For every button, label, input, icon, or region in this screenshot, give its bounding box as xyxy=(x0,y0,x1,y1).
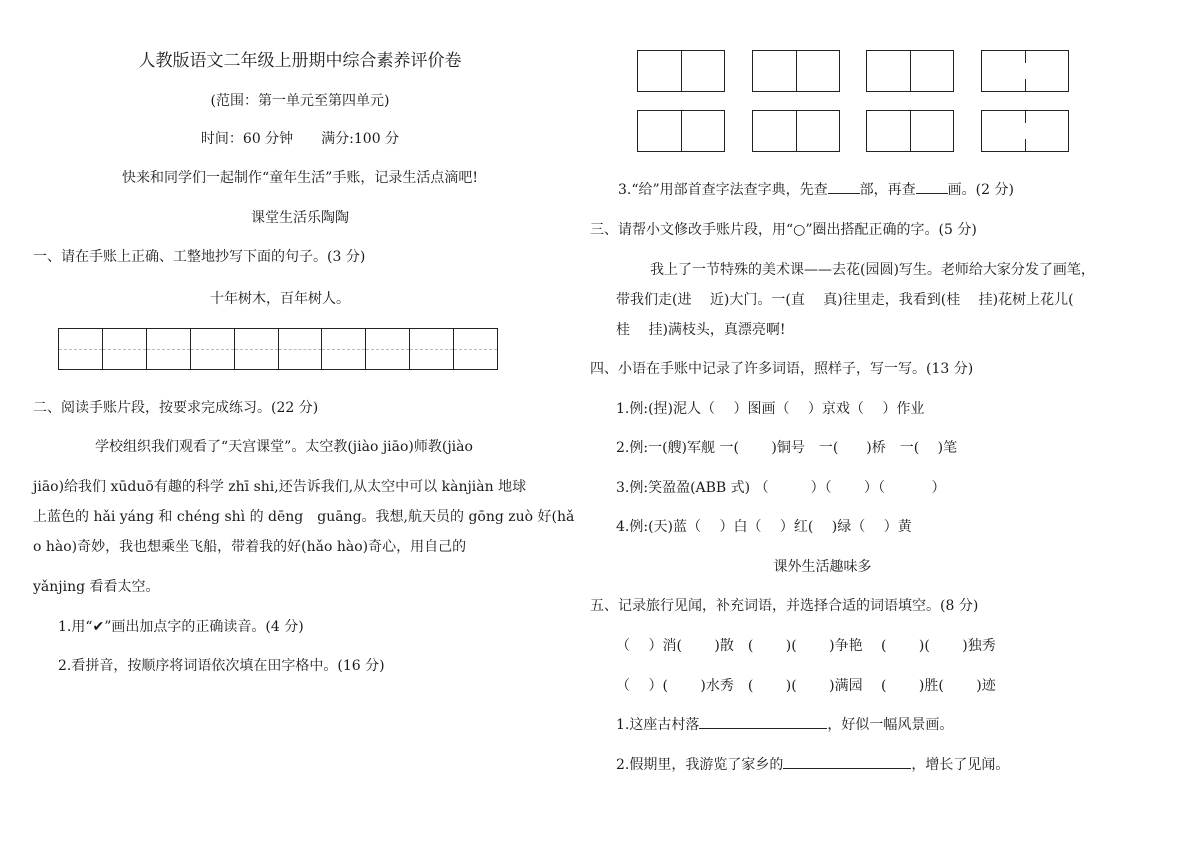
idiom-row: （ ）( )水秀 ( )( )满园 ( )胜( )迹 xyxy=(616,678,996,694)
writing-cell[interactable] xyxy=(235,329,279,369)
radical-blank[interactable] xyxy=(828,179,860,194)
writing-cell[interactable] xyxy=(454,329,497,369)
correction-line: 带我们走(进 近)大门。一(直 真)往里走，我看到(桂 挂)花树上花儿( xyxy=(616,292,1074,308)
fill1-after: ，好似一幅风景画。 xyxy=(827,717,954,733)
writing-cell[interactable] xyxy=(147,329,191,369)
scope-text: (范围：第一单元至第四单元) xyxy=(210,93,390,109)
tianzige-box[interactable] xyxy=(981,110,1069,152)
reading-line: yǎnjing 看看太空。 xyxy=(33,579,160,595)
page-title: 人教版语文二年级上册期中综合素养评价卷 xyxy=(138,51,462,71)
section-title-classroom: 课堂生活乐陶陶 xyxy=(251,210,349,226)
sub3-after: 画。(2 分) xyxy=(947,182,1014,198)
fill2-before: 2.假期里，我游览了家乡的 xyxy=(616,757,784,773)
question-3-title: 三、请帮小文修改手账片段，用“○”圈出搭配正确的字。(5 分) xyxy=(590,222,977,238)
time-score: 时间：60 分钟 满分:100 分 xyxy=(200,131,400,147)
word-item: 3.例:笑盈盈(ABB 式) （ ）（ ）（ ） xyxy=(616,480,946,496)
sub-question-2: 2.看拼音，按顺序将词语依次填在田字格中。(16 分) xyxy=(58,658,385,674)
tianzige-box[interactable] xyxy=(866,110,954,152)
fill1-before: 1.这座古村落 xyxy=(616,717,700,733)
correction-line: 桂 挂)满枝头，真漂亮啊! xyxy=(616,322,786,338)
question-4-title: 四、小语在手账中记录了许多词语，照样子，写一写。(13 分) xyxy=(590,361,974,377)
sub3-before: 3.“给”用部首查字法查字典，先查 xyxy=(618,182,828,198)
question-5-title: 五、记录旅行见闻，补充词语，并选择合适的词语填空。(8 分) xyxy=(590,598,979,614)
handwriting-grid[interactable] xyxy=(58,328,498,370)
sub-question-1: 1.用“✔”画出加点字的正确读音。(4 分) xyxy=(58,619,304,635)
fill2-after: ，增长了见闻。 xyxy=(911,757,1010,773)
sub3-mid: 部，再查 xyxy=(859,182,916,198)
word-item: 2.例:一(艘)军舰 一( )铜号 一( )桥 一( )笔 xyxy=(616,440,958,456)
word-item: 1.例:(捏)泥人（ ）图画（ ）京戏（ ）作业 xyxy=(616,401,925,417)
word-item: 4.例:(天)蓝（ ）白（ ）红( )绿（ ）黄 xyxy=(616,519,912,535)
copy-sentence: 十年树木，百年树人。 xyxy=(210,291,350,307)
reading-line: o hào)奇妙，我也想乘坐飞船，带着我的好(hǎo hào)奇心，用自己的 xyxy=(33,539,467,555)
fill2-blank[interactable] xyxy=(783,754,911,769)
writing-cell[interactable] xyxy=(410,329,454,369)
reading-line: jiāo)给我们 xūduō有趣的科学 zhī shi,还告诉我们,从太空中可以 kànjiàn 地球 xyxy=(33,479,527,495)
reading-line: 上蓝色的 hǎi yáng 和 chéng shì 的 dēng guāng。我想,航天员的 gōng zuò 好(hǎ xyxy=(33,509,575,525)
writing-cell[interactable] xyxy=(366,329,410,369)
sub-question-3 xyxy=(618,179,1014,199)
correction-line: 我上了一节特殊的美术课——去花(园圆)写生。老师给大家分发了画笔， xyxy=(650,262,1095,278)
question-1-title: 一、请在手账上正确、工整地抄写下面的句子。(3 分) xyxy=(33,249,366,265)
idiom-row: （ ）消( )散 ( )( )争艳 ( )( )独秀 xyxy=(616,638,996,654)
reading-line: 学校组织我们观看了“天宫课堂”。太空教(jiào jiāo)师教(jiào xyxy=(95,439,473,455)
fill-sentence-2 xyxy=(616,754,1009,774)
intro-text: 快来和同学们一起制作“童年生活”手账，记录生活点滴吧! xyxy=(122,170,478,186)
tianzige-box[interactable] xyxy=(981,50,1069,92)
writing-cell[interactable] xyxy=(191,329,235,369)
tianzige-box[interactable] xyxy=(752,110,840,152)
section-title-outside: 课外生活趣味多 xyxy=(773,559,872,575)
stroke-count-blank[interactable] xyxy=(916,179,948,194)
tianzige-box[interactable] xyxy=(752,50,840,92)
writing-cell[interactable] xyxy=(59,329,103,369)
tianzige-box[interactable] xyxy=(637,110,725,152)
tianzige-box[interactable] xyxy=(866,50,954,92)
tianzige-box[interactable] xyxy=(637,50,725,92)
question-2-title: 二、阅读手账片段，按要求完成练习。(22 分) xyxy=(33,400,319,416)
writing-cell[interactable] xyxy=(279,329,323,369)
writing-cell[interactable] xyxy=(322,329,366,369)
writing-cell[interactable] xyxy=(103,329,147,369)
fill1-blank[interactable] xyxy=(699,714,827,729)
fill-sentence-1 xyxy=(616,714,953,734)
